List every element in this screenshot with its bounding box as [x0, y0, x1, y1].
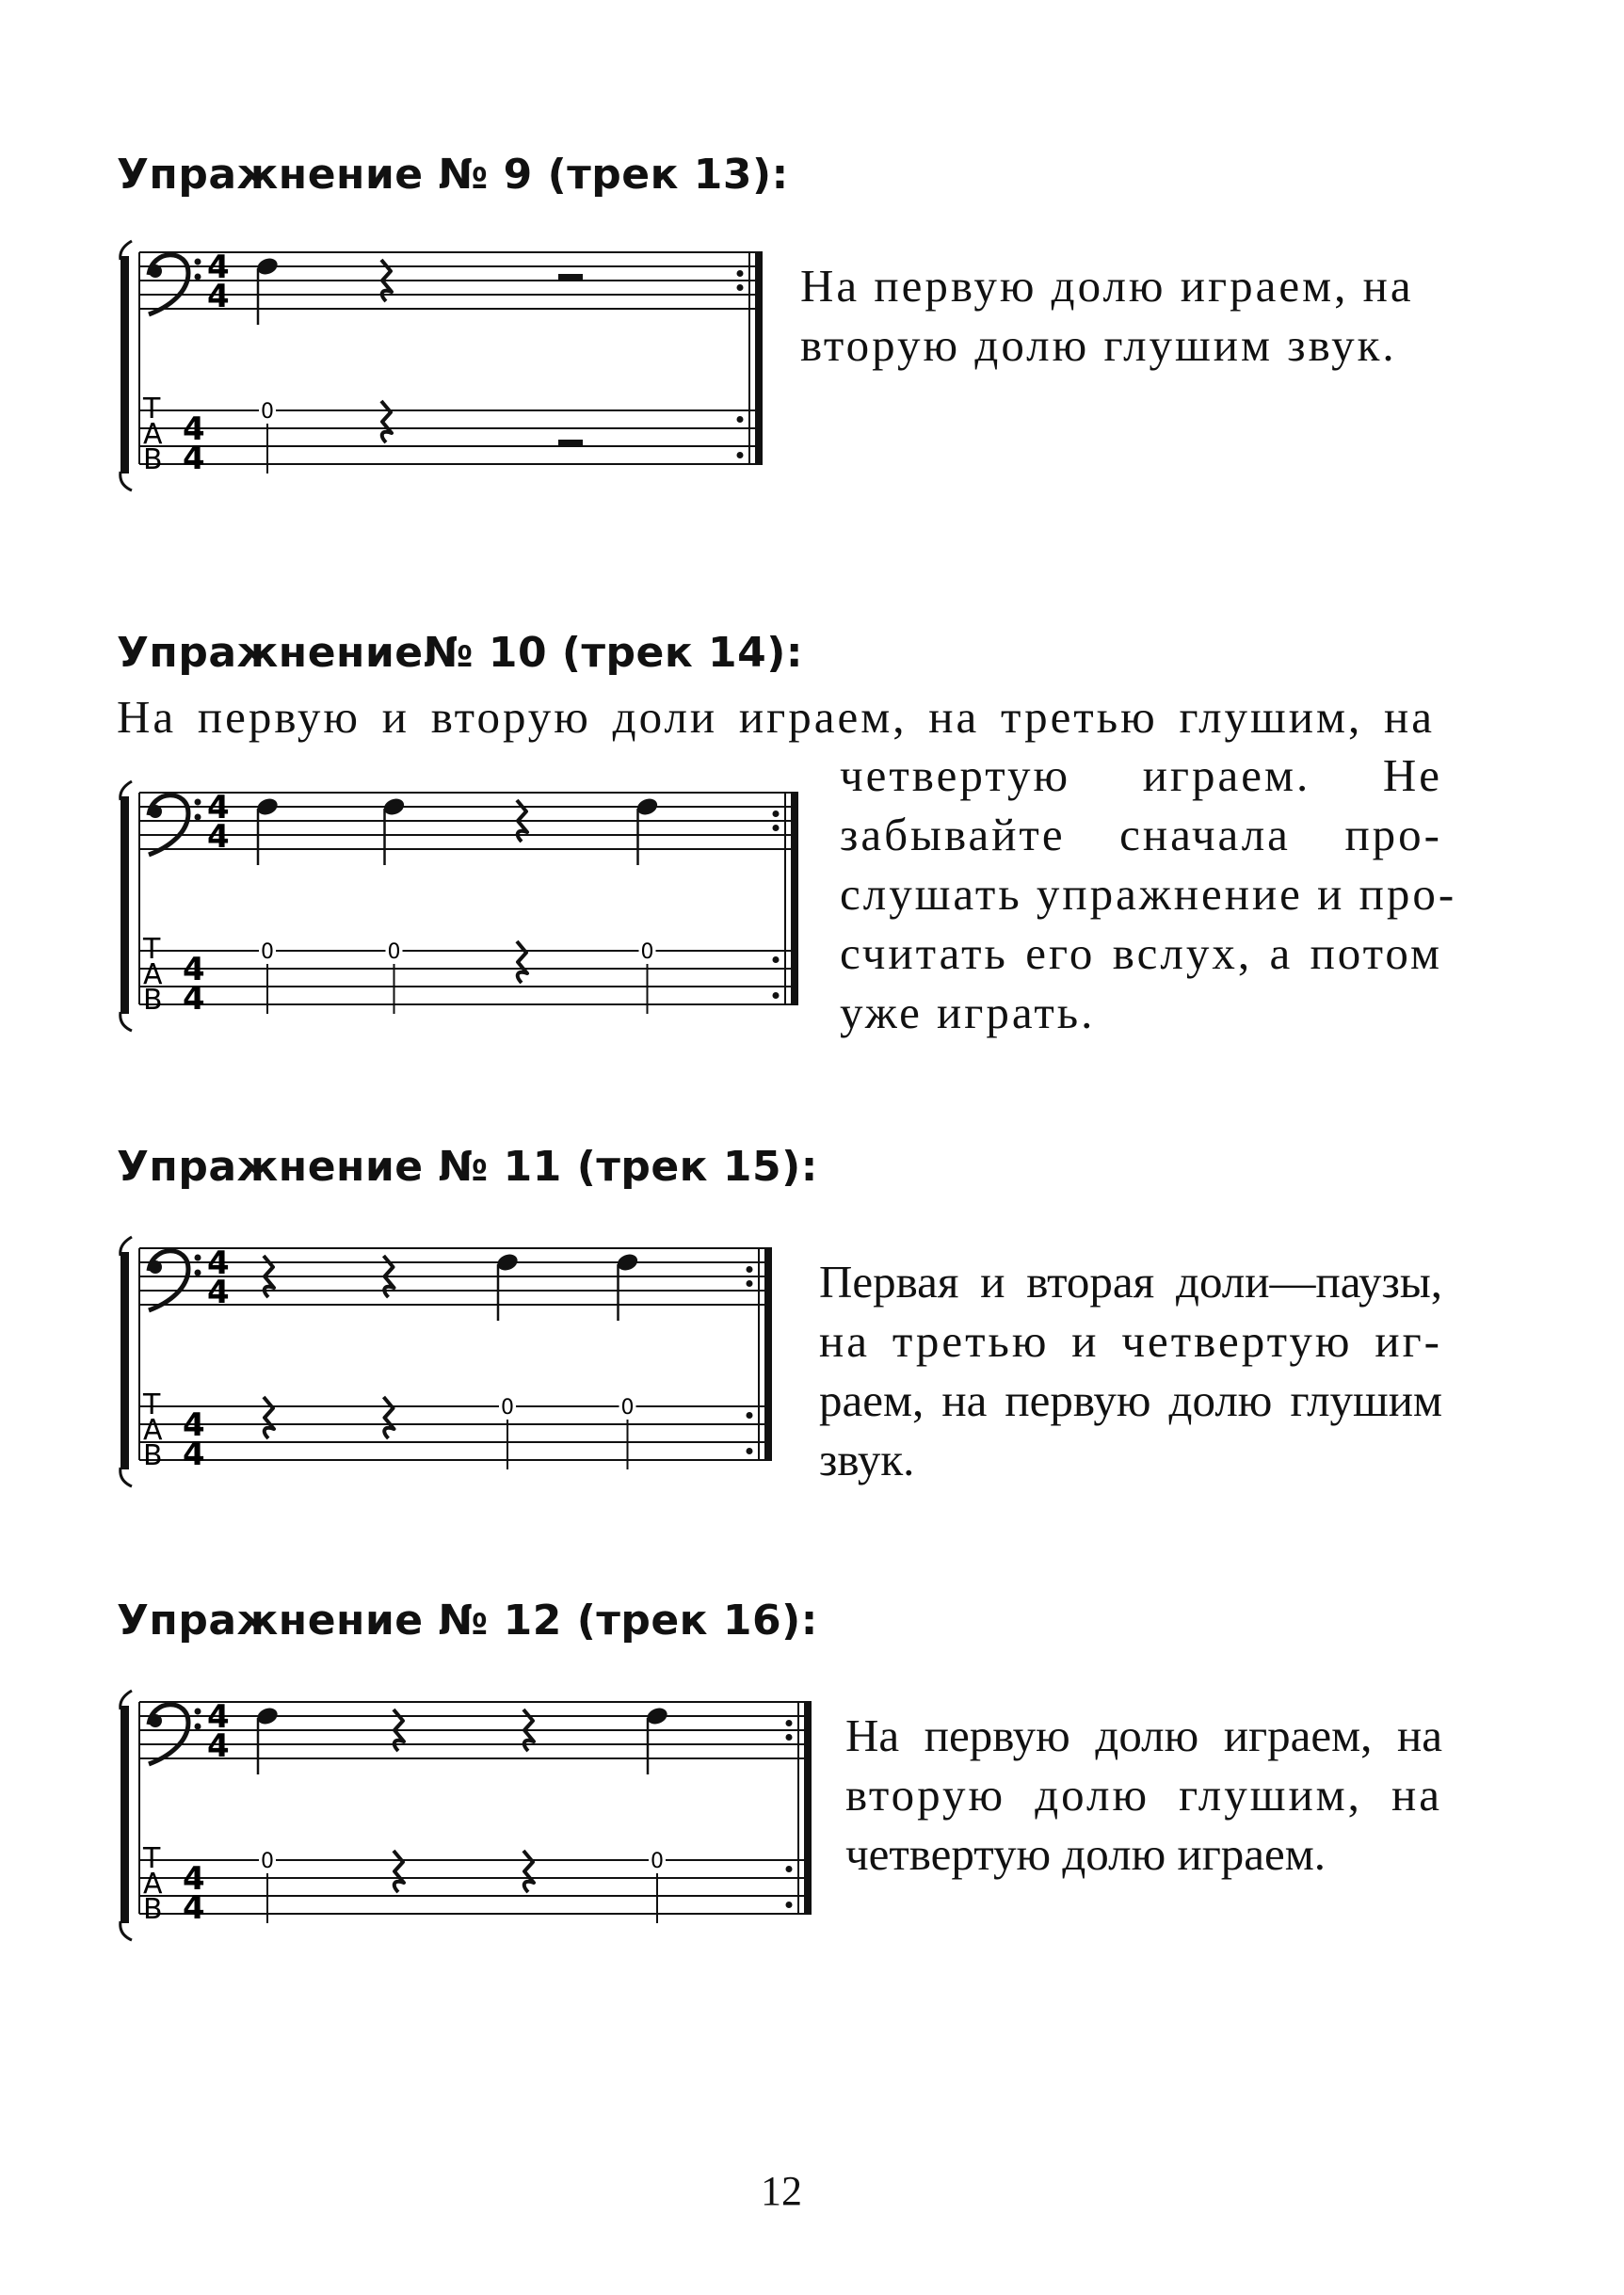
end-repeat-barline: [786, 1702, 812, 1914]
text-line: звук.: [819, 1434, 915, 1485]
score-svg: [111, 1674, 819, 1975]
bracket-bar: [121, 1252, 129, 1469]
bracket-bottom-curl: [121, 1012, 132, 1031]
tab-fret-number: 0: [620, 1396, 635, 1420]
system-bracket: [121, 241, 132, 490]
quarter-note: [635, 795, 659, 1014]
rest-glyph: [523, 1851, 534, 1892]
text-line: вторую долю глушим звук.: [800, 319, 1397, 371]
clef-dot-main: [149, 805, 162, 818]
time-signature-top: 4: [207, 789, 230, 827]
clef-dot-lower: [195, 274, 201, 281]
bass-clef-icon: [149, 255, 201, 314]
tab-fret-number: 0: [651, 1850, 664, 1873]
tab-staff: [139, 1860, 812, 1914]
rest-glyph: [394, 1851, 404, 1892]
rest-glyph: [264, 1397, 274, 1438]
tab-letter: T: [143, 1388, 161, 1421]
text-line: четвертую играем. Не: [840, 749, 1442, 801]
end-repeat-barline: [773, 793, 799, 1004]
tab-quarter-rest-icon: [384, 1397, 394, 1438]
score-svg: [111, 1220, 780, 1521]
repeat-dot: [737, 284, 744, 291]
tab-quarter-rest-icon: [381, 401, 392, 442]
bracket-bottom-curl: [121, 1921, 132, 1940]
tab-fret-number: 0: [501, 1396, 514, 1420]
tab-time-signature-bottom: 4: [183, 440, 205, 477]
text-line: вторую долю глушим, на: [845, 1769, 1442, 1821]
time-signature-bottom: 4: [207, 818, 230, 856]
score-exercise-10: [111, 764, 806, 1066]
thick-barline: [764, 1248, 772, 1460]
repeat-dot: [786, 1902, 793, 1908]
exercise-description: [800, 256, 1440, 375]
tab-letter: T: [143, 933, 161, 966]
end-repeat-barline: [737, 252, 764, 464]
repeat-dot: [773, 825, 780, 831]
tab-letter: A: [143, 1414, 163, 1447]
text-line: четвертую долю играем.: [845, 1828, 1327, 1880]
score-exercise-11: [111, 1220, 780, 1521]
repeat-dot: [737, 452, 744, 458]
tab-staff: [139, 1406, 772, 1460]
quarter-note: [615, 1251, 639, 1469]
tab-staff: [139, 410, 763, 464]
rest-glyph: [384, 1397, 394, 1438]
tab-letter: A: [143, 958, 163, 991]
tab-fret-number: 0: [640, 940, 654, 964]
quarter-note: [381, 795, 406, 1014]
clef-dot-main: [149, 1260, 162, 1274]
tab-time-signature-bottom: 4: [183, 980, 205, 1018]
text-line: На первую долю играем, на: [845, 1709, 1442, 1761]
time-signature-top: 4: [207, 1698, 230, 1736]
repeat-dot: [786, 1866, 793, 1872]
text-line: считать его вслух, а потом: [840, 927, 1442, 979]
rest-glyph: [381, 401, 392, 442]
exercise-description: [819, 1252, 1442, 1489]
repeat-dot: [747, 1448, 753, 1454]
time-signature-top: 4: [207, 1244, 230, 1282]
text-line: раем, на первую долю глушим: [819, 1374, 1442, 1426]
text-line: забывайте сначала про-: [840, 809, 1442, 860]
clef-curve: [149, 1251, 188, 1310]
exercise-heading: Упражнение № 11 (трек 15):: [117, 1143, 818, 1191]
quarter-note: [645, 1705, 669, 1923]
notation-staff: [139, 793, 798, 849]
rest-glyph: [517, 941, 527, 983]
repeat-dot: [747, 1280, 753, 1287]
notation-staff: [139, 1248, 772, 1305]
tab-time-signature-bottom: 4: [183, 1436, 205, 1473]
clef-curve: [149, 255, 188, 314]
text-line: на третью и четвертую иг-: [819, 1315, 1442, 1367]
tab-letter: A: [143, 1868, 163, 1901]
notation-staff: [139, 252, 763, 309]
quarter-note: [255, 1705, 280, 1923]
quarter-note: [495, 1251, 520, 1469]
tab-letter: T: [143, 393, 161, 425]
exercise-description: [840, 746, 1457, 1042]
notation-staff: [139, 1702, 812, 1758]
exercise-heading: Упражнение№ 10 (трек 14):: [117, 629, 803, 677]
tab-time-signature-top: 4: [183, 1406, 205, 1444]
repeat-dot: [773, 810, 780, 817]
clef-dot-lower: [195, 1724, 201, 1730]
time-signature-bottom: 4: [207, 1274, 230, 1311]
text-line: слушать упражнение и про-: [840, 868, 1457, 920]
tab-fret-number: 0: [261, 1850, 274, 1873]
tab-letter: T: [143, 1842, 161, 1875]
time-signature-top: 4: [207, 249, 230, 286]
clef-dot-upper: [195, 1255, 201, 1261]
thick-barline: [791, 793, 798, 1004]
tab-half-rest-icon: [558, 440, 583, 446]
end-repeat-barline: [747, 1248, 773, 1460]
repeat-dot: [737, 416, 744, 423]
bracket-bottom-curl: [121, 472, 132, 490]
tab-letter: B: [143, 1893, 163, 1926]
clef-dot-main: [149, 265, 162, 278]
exercise-heading: Упражнение № 9 (трек 13):: [117, 151, 789, 199]
text-line: уже играть.: [840, 987, 1096, 1038]
half-rest-icon: [558, 274, 583, 281]
bass-clef-icon: [149, 1251, 201, 1310]
tab-letter: A: [143, 418, 163, 451]
tab-staff: [139, 951, 798, 1004]
clef-dot-lower: [195, 1270, 201, 1276]
clef-dot-main: [149, 1714, 162, 1727]
repeat-dot: [747, 1412, 753, 1419]
exercise-heading: Упражнение № 12 (трек 16):: [117, 1597, 818, 1645]
tab-time-signature-bottom: 4: [183, 1889, 205, 1927]
clef-curve: [149, 795, 188, 855]
tab-letter: B: [143, 443, 163, 476]
repeat-dot: [786, 1734, 793, 1741]
tab-letter: B: [143, 1439, 163, 1472]
bracket-bar: [121, 1706, 129, 1923]
time-signature-bottom: 4: [207, 1727, 230, 1765]
score-exercise-9: [111, 224, 770, 525]
score-svg: [111, 224, 770, 525]
tab-quarter-rest-icon: [394, 1851, 404, 1892]
tab-fret-number: 0: [387, 940, 401, 964]
repeat-dot: [773, 956, 780, 963]
system-bracket: [121, 1691, 132, 1940]
clef-dot-upper: [195, 1709, 201, 1715]
tab-quarter-rest-icon: [264, 1397, 274, 1438]
tab-fret-number: 0: [261, 400, 274, 424]
bracket-bar: [121, 256, 129, 473]
quarter-note: [255, 255, 280, 473]
tab-quarter-rest-icon: [523, 1851, 534, 1892]
clef-curve: [149, 1705, 188, 1764]
bracket-bar: [121, 796, 129, 1014]
tab-time-signature-top: 4: [183, 1860, 205, 1898]
repeat-dot: [786, 1720, 793, 1726]
bracket-bottom-curl: [121, 1468, 132, 1486]
exercise-description: [845, 1706, 1442, 1884]
thick-barline: [804, 1702, 812, 1914]
exercise-intro: На первую и вторую доли играем, на третью глушим, на: [117, 691, 1435, 743]
repeat-dot: [747, 1266, 753, 1273]
tab-time-signature-top: 4: [183, 951, 205, 988]
score-exercise-12: [111, 1674, 819, 1975]
repeat-dot: [737, 270, 744, 277]
clef-dot-upper: [195, 799, 201, 806]
tab-fret-number: 0: [261, 940, 274, 964]
bass-clef-icon: [149, 795, 201, 855]
text-line: На первую долю играем, на: [800, 260, 1414, 312]
text-line: Первая и вторая доли—паузы,: [819, 1256, 1442, 1308]
thick-barline: [755, 252, 763, 464]
bass-clef-icon: [149, 1705, 201, 1764]
score-svg: [111, 764, 806, 1066]
time-signature-bottom: 4: [207, 278, 230, 315]
page-number: 12: [761, 2168, 802, 2214]
system-bracket: [121, 781, 132, 1031]
quarter-note: [255, 795, 280, 1014]
clef-dot-upper: [195, 259, 201, 265]
tab-letter: B: [143, 984, 163, 1017]
system-bracket: [121, 1237, 132, 1486]
tab-time-signature-top: 4: [183, 410, 205, 448]
clef-dot-lower: [195, 814, 201, 821]
repeat-dot: [773, 992, 780, 999]
tab-quarter-rest-icon: [517, 941, 527, 983]
